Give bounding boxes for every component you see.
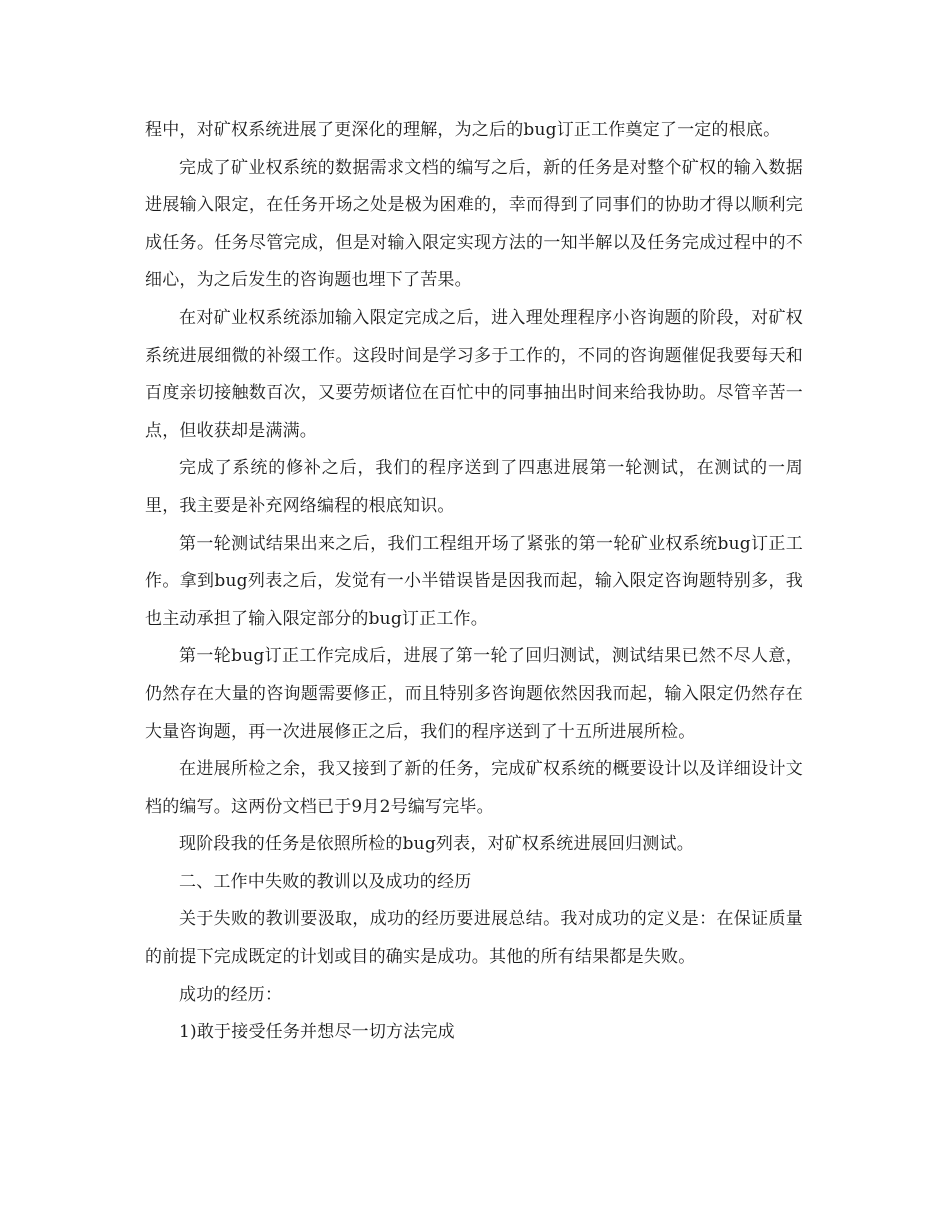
paragraph: 程中，对矿权系统进展了更深化的理解，为之后的bug订正工作奠定了一定的根底。 [145, 120, 781, 140]
paragraph: 在进展所检之余，我又接到了新的任务，完成矿权系统的概要设计以及详细设计文档的编写。这两份文档已于9月2号编写完毕。 [145, 759, 803, 817]
paragraph: 关于失败的教训要汲取，成功的经历要进展总结。我对成功的定义是：在保证质量的前提下完成既定的计划或目的确实是成功。其他的所有结果都是失败。 [145, 909, 803, 968]
section-heading: 二、工作中失败的教训以及成功的经历 [179, 871, 472, 892]
list-item: 1)敢于接受任务并想尽一切方法完成 [179, 1022, 455, 1043]
paragraph: 在对矿业权系统添加输入限定完成之后，进入理处理程序小咨询题的阶段，对矿权系统进展细微的补缀工作。这段时间是学习多于工作的，不同的咨询题催促我要每天和百度亲切接触数百次，又要劳烦诸位在百忙中的同事抽出时间来给我协助。尽管辛苦一点，但收获却是满满。 [145, 307, 803, 441]
document-body [145, 112, 803, 1052]
paragraph: 完成了矿业权系统的数据需求文档的编写之后，新的任务是对整个矿权的输入数据进展输入限定，在任务开场之处是极为困难的，幸而得到了同事们的协助才得以顺利完成任务。任务尽管完成，但是对输入限定实现方法的一知半解以及任务完成过程中的不细心，为之后发生的咨询题也埋下了苦果。 [145, 157, 803, 291]
paragraph: 完成了系统的修补之后，我们的程序送到了四惠进展第一轮测试，在测试的一周里，我主要是补充网络编程的根底知识。 [145, 458, 803, 516]
paragraph: 现阶段我的任务是依照所检的bug列表，对矿权系统进展回归测试。 [179, 834, 694, 855]
subheading: 成功的经历： [179, 984, 283, 1005]
paragraph: 第一轮bug订正工作完成后，进展了第一轮了回归测试，测试结果已然不尽人意，仍然存在大量的咨询题需要修正，而且特别多咨询题依然因我而起，输入限定仍然存在大量咨询题，再一次进展修正之后，我们的程序送到了十五所进展所检。 [145, 646, 803, 742]
paragraph: 第一轮测试结果出来之后，我们工程组开场了紧张的第一轮矿业权系统bug订正工作。拿到bug列表之后，发觉有一小半错误皆是因我而起，输入限定咨询题特别多，我也主动承担了输入限定部分的bug订正工作。 [145, 533, 803, 629]
